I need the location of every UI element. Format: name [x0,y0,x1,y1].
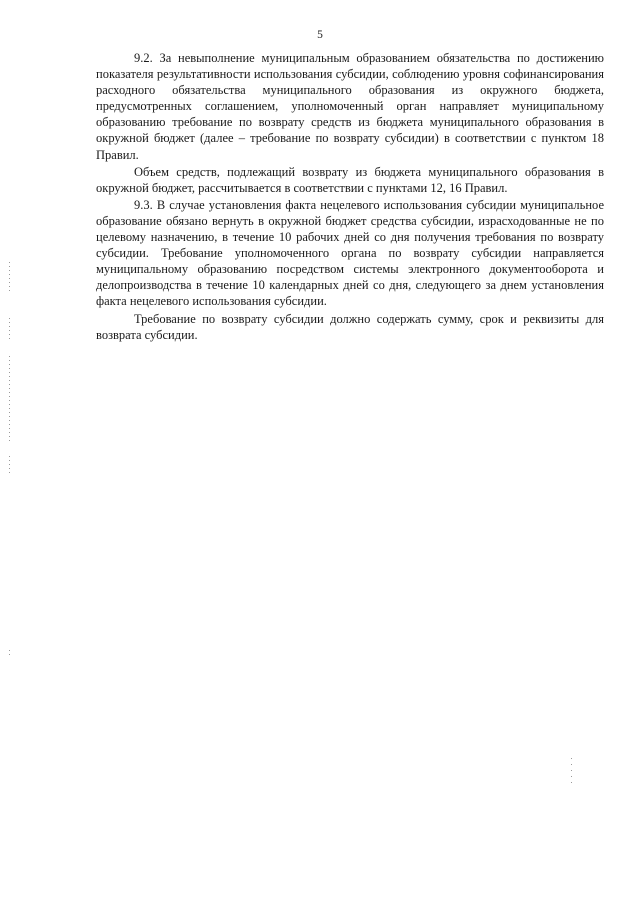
scan-artifact-dots [9,318,10,340]
scan-artifact-dots [9,262,10,294]
scan-artifact-dots [9,356,10,442]
scan-artifact-dots [9,650,10,656]
page-number: 5 [317,29,323,41]
scan-artifact-dots [571,758,572,784]
paragraph-9-3: 9.3. В случае установления факта нецелевого использования субсидии муниципальное образование обязано вернуть в окружной бюджет средства субсидии, израсходованные не по целевому назначению, в течение 10 рабочих дней со дня получения требования по возврату субсидии. Требование уполномоченного органа по возврату субсидии направляется муниципальному образованию посредством системы электронного документооборота и делопроизводства в течение 10 календарных дней со дня, следующего за днем установления факта нецелевого использования субсидии. [96,197,604,309]
paragraph-return-volume: Объем средств, подлежащий возврату из бюджета муниципального образования в окружной бюджет, рассчитывается в соответствии с пунктами 12, 16 Правил. [96,164,604,195]
scan-artifact-dots [9,456,10,474]
paragraph-requirement-contents: Требование по возврату субсидии должно содержать сумму, срок и реквизиты для возврата субсидии. [96,311,604,342]
paragraph-9-2: 9.2. За невыполнение муниципальным образованием обязательства по достижению показателя результативности использования субсидии, соблюдению уровня софинансирования расходного обязательства муниципального образования из окружного бюджета, предусмотренных соглашением, уполномоченный орган направляет муниципальному образованию требование по возврату средств из бюджета муниципального образования в окружной бюджет (далее – требование по возврату субсидии) в соответствии с пунктом 18 Правил. [96,51,604,162]
document-body [96,50,604,343]
